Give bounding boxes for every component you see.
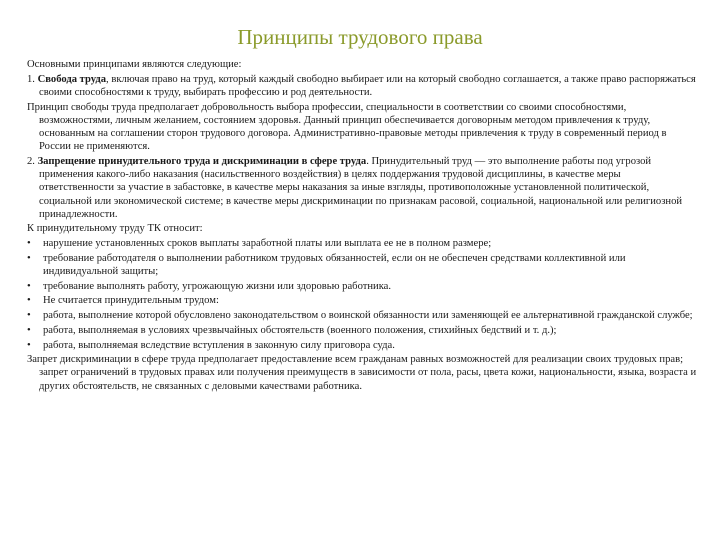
closing-paragraph: Запрет дискриминации в сфере труда предполагает предоставление всем гражданам равных возможностей для реализации своих трудовых прав; запрет ограничений в трудовых правах или получения преимуществ в зависимости от пола, расы, цвета кожи, национальности, языка, возраста и других обстоятельств, не связанных с деловыми качествами работника. bbox=[27, 354, 697, 392]
slide-title: Принципы трудового права bbox=[237, 25, 483, 49]
list-item-text: работа, выполнение которой обусловлено законодательством о воинской обязанности или заменяющей ее альтернативной гражданской службе; bbox=[43, 310, 693, 322]
forced-labor-intro: К принудительному труду ТК относит: bbox=[27, 223, 203, 235]
list-item-text: Не считается принудительным трудом: bbox=[43, 295, 219, 307]
list-item bbox=[27, 252, 697, 278]
principle-1-number: 1. bbox=[27, 73, 38, 85]
list-item bbox=[27, 309, 697, 322]
slide-body bbox=[27, 58, 697, 394]
bullet-icon: • bbox=[27, 295, 31, 307]
bullet-icon: • bbox=[27, 310, 31, 322]
principle-1 bbox=[27, 73, 697, 99]
bullet-icon: • bbox=[27, 339, 31, 351]
principle-2-number: 2. bbox=[27, 155, 38, 167]
bullet-icon: • bbox=[27, 280, 31, 292]
list-item-text: требование работодателя о выполнении работником трудовых обязанностей, если он не обеспечен средствами коллективной или индивидуальной защиты; bbox=[43, 252, 626, 278]
principle-2 bbox=[27, 155, 697, 221]
list-item-text: работа, выполняемая вследствие вступления в законную силу приговора суда. bbox=[43, 339, 395, 351]
principle-1-text: , включая право на труд, который каждый свободно выбирает или на который свободно соглашается, а также право распоряжаться своими способностями к труду, выбирать профессию и род деятельности. bbox=[39, 73, 696, 98]
principle-2-text: . Принудительный труд — это выполнение работы под угрозой применения какого-либо наказания (насильственного воздействия) в целях поддержания трудовой дисциплины, в качестве меры ответственности за участие в забастовке, в качестве меры наказания за иные взгляды, противоположные установленной политической, социальной или экономической системе; в качестве меры дискриминации по признакам расовой, социальной, национальной или религиозной принадлежности. bbox=[39, 155, 683, 220]
bullet-icon: • bbox=[27, 324, 31, 336]
list-item bbox=[27, 237, 697, 250]
bullet-icon: • bbox=[27, 252, 31, 264]
principle-1-detail: Принцип свободы труда предполагает добровольность выбора профессии, специальности в соответствии со своими способностями, возможностями, личным желанием, состоянием здоровья. Данный принцип обеспечивается договорным методом привлечения к труду, основанным на соглашении сторон трудового договора. Административно-правовые методы привлечения к труду в современный период в России не применяются. bbox=[27, 101, 667, 153]
list-item bbox=[27, 280, 697, 293]
list-item bbox=[27, 339, 697, 352]
intro-text: Основными принципами являются следующие: bbox=[27, 59, 242, 70]
principle-2-heading: Запрещение принудительного труда и дискриминации в сфере труда bbox=[37, 155, 367, 167]
list-item-text: работа, выполняемая в условиях чрезвычайных обстоятельств (военного положения, стихийных бедствий и т. д.); bbox=[43, 324, 557, 336]
list-item bbox=[27, 294, 697, 307]
list-item bbox=[27, 324, 697, 337]
bullet-icon: • bbox=[27, 238, 31, 250]
list-item-text: нарушение установленных сроков выплаты заработной платы или выплата ее не в полном размере; bbox=[43, 238, 492, 250]
principle-1-heading: Свобода труда bbox=[37, 73, 107, 85]
list-item-text: требование выполнять работу, угрожающую жизни или здоровью работника. bbox=[43, 280, 392, 292]
